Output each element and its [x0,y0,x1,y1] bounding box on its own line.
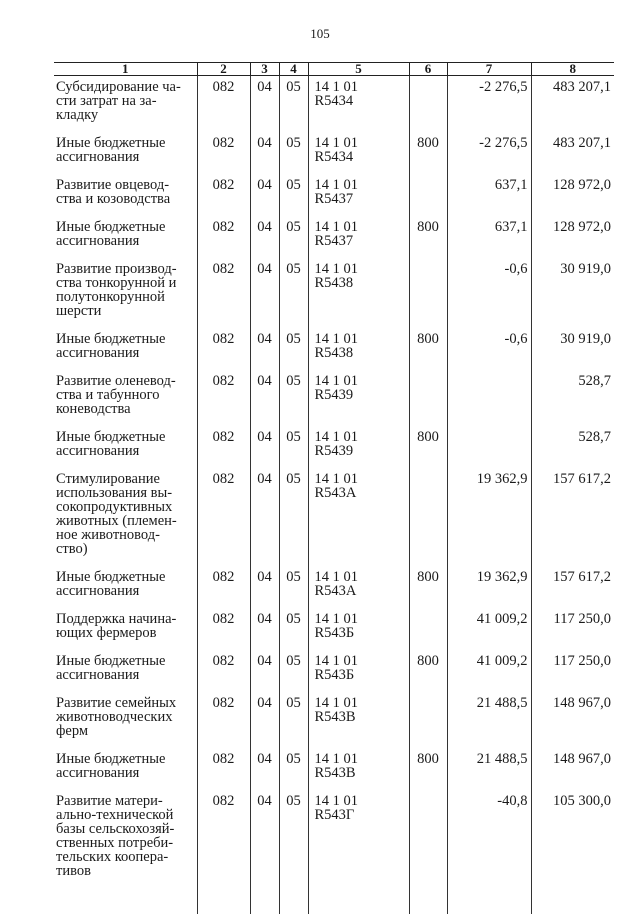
row-name: Субсидирование ча- сти затрат на за- кладку [54,76,197,133]
table-row [54,258,614,328]
row-col-8: 117 250,0 [531,650,614,692]
row-col-8: 148 967,0 [531,692,614,748]
row-col-3: 04 [250,328,279,370]
row-col-3: 04 [250,174,279,216]
row-col-6 [409,76,447,133]
row-col-3: 04 [250,650,279,692]
budget-table [54,62,614,914]
spacer-cell [447,888,531,914]
row-col-7: -2 276,5 [447,132,531,174]
row-col-4: 05 [279,468,308,566]
row-col-7: 637,1 [447,174,531,216]
row-col-5: 14 1 01 R5439 [308,426,409,468]
row-col-8: 30 919,0 [531,328,614,370]
row-col-2: 082 [197,790,250,888]
row-col-8: 105 300,0 [531,790,614,888]
row-col-2: 082 [197,328,250,370]
table-body [54,76,614,914]
table-row [54,216,614,258]
row-col-7: -2 276,5 [447,76,531,133]
row-col-8: 157 617,2 [531,468,614,566]
row-col-2: 082 [197,174,250,216]
row-name: Развитие производ- ства тонкорунной и полутонкорунной шерсти [54,258,197,328]
row-col-2: 082 [197,692,250,748]
row-col-8: 128 972,0 [531,174,614,216]
row-name: Развитие овцевод- ства и козоводства [54,174,197,216]
row-col-3: 04 [250,258,279,328]
row-col-6: 800 [409,216,447,258]
table-row [54,566,614,608]
row-col-3: 04 [250,692,279,748]
row-col-5: 14 1 01 R543Б [308,650,409,692]
row-col-4: 05 [279,790,308,888]
row-col-4: 05 [279,650,308,692]
table-row [54,174,614,216]
row-col-4: 05 [279,692,308,748]
row-name: Иные бюджетные ассигнования [54,650,197,692]
table-row [54,608,614,650]
table-row [54,76,614,133]
row-col-7: 637,1 [447,216,531,258]
header-col-6: 6 [409,63,447,76]
row-col-2: 082 [197,748,250,790]
row-col-8: 528,7 [531,426,614,468]
row-col-4: 05 [279,608,308,650]
row-col-5: 14 1 01 R543Б [308,608,409,650]
row-col-7: 19 362,9 [447,468,531,566]
table-row [54,650,614,692]
row-col-3: 04 [250,76,279,133]
row-col-8: 157 617,2 [531,566,614,608]
row-col-3: 04 [250,608,279,650]
page-number: 105 [0,26,640,42]
row-col-3: 04 [250,748,279,790]
row-col-4: 05 [279,748,308,790]
row-col-7 [447,370,531,426]
row-col-5: 14 1 01 R5437 [308,174,409,216]
row-col-6 [409,608,447,650]
row-col-3: 04 [250,468,279,566]
row-col-5: 14 1 01 R5434 [308,76,409,133]
row-name: Иные бюджетные ассигнования [54,566,197,608]
spacer-cell [250,888,279,914]
row-name: Поддержка начина- ющих фермеров [54,608,197,650]
row-col-7: -0,6 [447,258,531,328]
table-row [54,132,614,174]
row-col-7: 19 362,9 [447,566,531,608]
row-col-5: 14 1 01 R5439 [308,370,409,426]
row-col-4: 05 [279,216,308,258]
header-col-1: 1 [54,63,197,76]
row-col-5: 14 1 01 R543В [308,748,409,790]
row-name: Иные бюджетные ассигнования [54,328,197,370]
spacer-cell [531,888,614,914]
row-name: Иные бюджетные ассигнования [54,426,197,468]
row-col-6 [409,258,447,328]
row-col-6: 800 [409,426,447,468]
row-col-6: 800 [409,748,447,790]
spacer-cell [197,888,250,914]
row-col-7: 41 009,2 [447,650,531,692]
row-col-2: 082 [197,76,250,133]
row-col-5: 14 1 01 R5437 [308,216,409,258]
row-col-7: 41 009,2 [447,608,531,650]
spacer-cell [409,888,447,914]
row-col-2: 082 [197,468,250,566]
header-col-4: 4 [279,63,308,76]
row-col-8: 528,7 [531,370,614,426]
row-col-4: 05 [279,566,308,608]
row-col-7 [447,426,531,468]
row-col-2: 082 [197,370,250,426]
row-name: Иные бюджетные ассигнования [54,132,197,174]
row-col-6 [409,370,447,426]
row-col-2: 082 [197,608,250,650]
table-row [54,790,614,888]
row-col-8: 128 972,0 [531,216,614,258]
row-name: Развитие оленевод- ства и табунного коневодства [54,370,197,426]
row-name: Иные бюджетные ассигнования [54,216,197,258]
row-col-2: 082 [197,132,250,174]
row-col-4: 05 [279,258,308,328]
row-col-4: 05 [279,76,308,133]
spacer-cell [308,888,409,914]
row-col-6: 800 [409,328,447,370]
row-col-7: -40,8 [447,790,531,888]
header-col-8: 8 [531,63,614,76]
row-col-2: 082 [197,566,250,608]
row-col-4: 05 [279,370,308,426]
row-col-3: 04 [250,132,279,174]
row-col-5: 14 1 01 R5434 [308,132,409,174]
row-name: Развитие матери- ально-технической базы сельскохозяй- ственных потреби- тельских коопера- тивов [54,790,197,888]
row-col-4: 05 [279,174,308,216]
row-col-3: 04 [250,790,279,888]
row-col-5: 14 1 01 R5438 [308,258,409,328]
row-col-6 [409,174,447,216]
spacer-cell [54,888,197,914]
row-name: Развитие семейных животноводческих ферм [54,692,197,748]
row-col-5: 14 1 01 R543Г [308,790,409,888]
row-col-7: 21 488,5 [447,692,531,748]
row-col-7: -0,6 [447,328,531,370]
row-col-5: 14 1 01 R5438 [308,328,409,370]
row-col-3: 04 [250,370,279,426]
row-col-3: 04 [250,426,279,468]
header-col-7: 7 [447,63,531,76]
table-spacer-row [54,888,614,914]
row-col-2: 082 [197,216,250,258]
header-col-3: 3 [250,63,279,76]
row-col-6 [409,790,447,888]
row-col-6: 800 [409,650,447,692]
row-col-8: 483 207,1 [531,76,614,133]
table-row [54,692,614,748]
row-col-8: 117 250,0 [531,608,614,650]
row-name: Иные бюджетные ассигнования [54,748,197,790]
table-row [54,328,614,370]
table-row [54,426,614,468]
row-col-6: 800 [409,566,447,608]
row-col-3: 04 [250,216,279,258]
row-col-8: 148 967,0 [531,748,614,790]
row-col-8: 30 919,0 [531,258,614,328]
row-col-3: 04 [250,566,279,608]
row-col-6 [409,692,447,748]
row-name: Стимулирование использования вы- сокопродуктивных животных (племен- ное животновод- ство) [54,468,197,566]
row-col-5: 14 1 01 R543В [308,692,409,748]
row-col-6: 800 [409,132,447,174]
spacer-cell [279,888,308,914]
row-col-4: 05 [279,328,308,370]
row-col-2: 082 [197,650,250,692]
row-col-6 [409,468,447,566]
row-col-2: 082 [197,258,250,328]
table-row [54,748,614,790]
row-col-4: 05 [279,132,308,174]
table-row [54,468,614,566]
table-row [54,370,614,426]
header-col-5: 5 [308,63,409,76]
header-row [54,63,614,76]
row-col-8: 483 207,1 [531,132,614,174]
row-col-7: 21 488,5 [447,748,531,790]
row-col-4: 05 [279,426,308,468]
row-col-2: 082 [197,426,250,468]
header-col-2: 2 [197,63,250,76]
row-col-5: 14 1 01 R543A [308,566,409,608]
row-col-5: 14 1 01 R543A [308,468,409,566]
